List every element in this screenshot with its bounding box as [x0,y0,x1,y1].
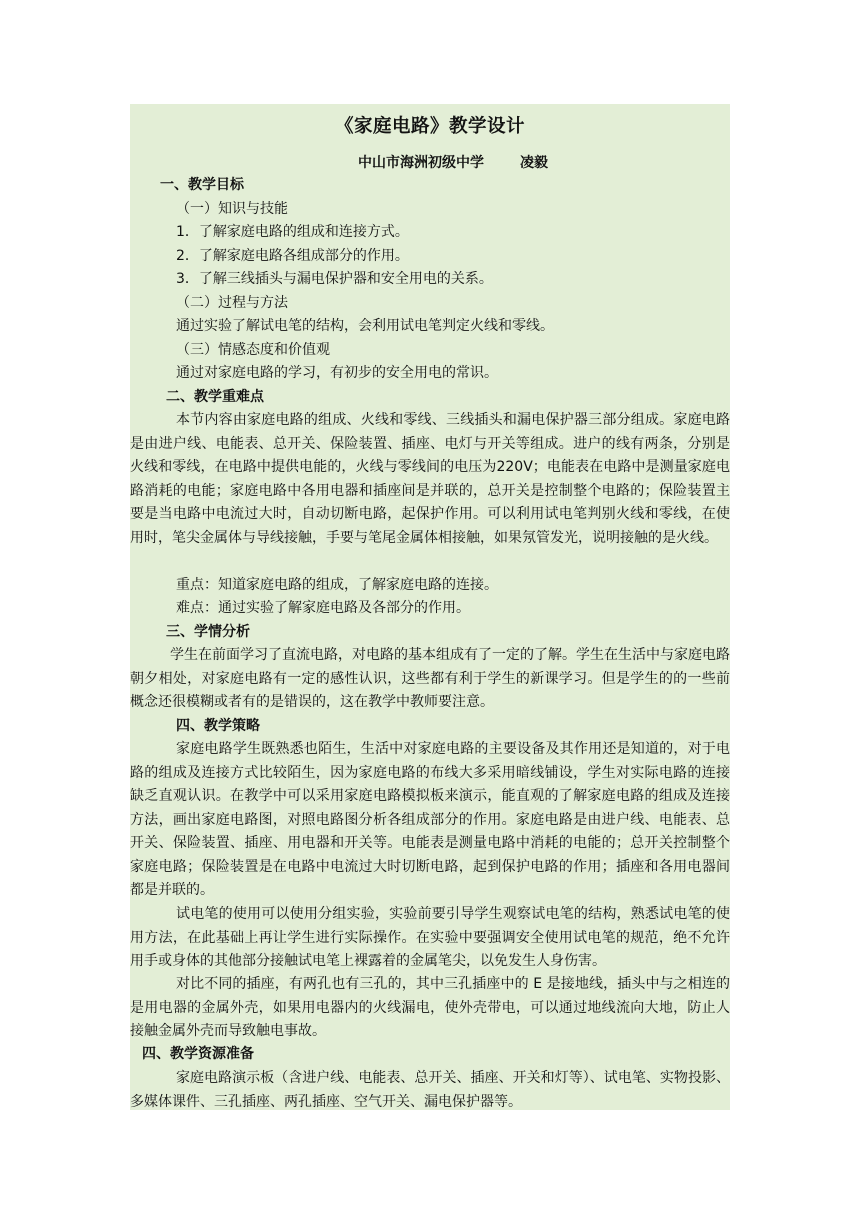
subheading-knowledge: （一）知识与技能 [176,201,288,217]
objective-item: 3．了解三线插头与漏电保护器和安全用电的关系。 [176,271,493,287]
document-title: 《家庭电路》教学设计 [334,116,525,137]
key-points-paragraph: 本节内容由家庭电路的组成、火线和零线、三线插头和漏电保护器三部分组成。家庭电路是由进户线、电能表、总开关、保险装置、插座、电灯与开关等组成。进户的线有两条，分别是火线和零线，在电路中提供电能的，火线与零线间的电压为220V；电能表在电路中是测量家庭电路消耗的电能；家庭电路中各用电器和插座间是并联的，总开关是控制整个电路的；保险装置主要是当电路中电流过大时，自动切断电路，起保护作用。可以利用试电笔判别火线和零线，在使用时，笔尖金属体与导线接触，手要与笔尾金属体相接触，如果氖管发光，说明接触的是火线。 [130,412,730,546]
emotion-text: 通过对家庭电路的学习，有初步的安全用电的常识。 [176,365,498,381]
author-name: 凌毅 [520,155,548,171]
section-heading-resources: 四、教学资源准备 [142,1046,254,1062]
strategy-paragraph-2: 试电笔的使用可以使用分组实验，实验前要引导学生观察试电笔的结构，熟悉试电笔的使用方法，在此基础上再让学生进行实际操作。在实验中要强调安全使用试电笔的规范，绝不允许用手或身体的其他部分接触试电笔上裸露着的金属笔尖，以免发生人身伤害。 [130,906,730,969]
section-heading-objectives: 一、教学目标 [160,177,244,193]
focus-line: 重点：知道家庭电路的组成，了解家庭电路的连接。 [176,577,498,593]
strategy-paragraph-3: 对比不同的插座，有两孔也有三孔的，其中三孔插座中的 E 是接地线，插头中与之相连的是用电器的金属外壳，如果用电器内的火线漏电，使外壳带电，可以通过地线流向大地，防止人接触金属外壳而导致触电事故。 [130,976,730,1039]
section-heading-key-points: 二、教学重难点 [166,389,264,405]
section-heading-strategy: 四、教学策略 [176,718,260,734]
process-text: 通过实验了解试电笔的结构，会利用试电笔判定火线和零线。 [176,318,554,334]
analysis-paragraph: 学生在前面学习了直流电路，对电路的基本组成有了一定的了解。学生在生活中与家庭电路朝夕相处，对家庭电路有一定的感性认识，这些都有利于学生的新课学习。但是学生的的一些前概念还很模糊或者有的是错误的，这在教学中教师要注意。 [130,647,730,710]
resources-paragraph: 家庭电路演示板（含进户线、电能表、总开关、插座、开关和灯等）、试电笔、实物投影、多媒体课件、三孔插座、两孔插座、空气开关、漏电保护器等。 [130,1070,730,1110]
author-line [130,151,730,175]
author-school: 中山市海洲初级中学 [358,155,484,171]
strategy-paragraph-1: 家庭电路学生既熟悉也陌生，生活中对家庭电路的主要设备及其作用还是知道的，对于电路的组成及连接方式比较陌生，因为家庭电路的布线大多采用暗线铺设，学生对实际电路的连接缺乏直观认识。在教学中可以采用家庭电路模拟板来演示，能直观的了解家庭电路的组成及连接方法，画出家庭电路图，对照电路图分析各组成部分的作用。家庭电路是由进户线、电能表、总开关、保险装置、插座、用电器和开关等。电能表是测量电路中消耗的电能的；总开关控制整个家庭电路；保险装置是在电路中电流过大时切断电路，起到保护电路的作用；插座和各用电器间都是并联的。 [130,741,730,898]
objective-item: 1．了解家庭电路的组成和连接方式。 [176,224,409,240]
difficulty-line: 难点：通过实验了解家庭电路及各部分的作用。 [176,600,470,616]
subheading-process: （二）过程与方法 [176,295,288,311]
objective-item: 2．了解家庭电路各组成部分的作用。 [176,248,409,264]
section-heading-analysis: 三、学情分析 [166,624,250,640]
subheading-emotion: （三）情感态度和价值观 [176,342,330,358]
